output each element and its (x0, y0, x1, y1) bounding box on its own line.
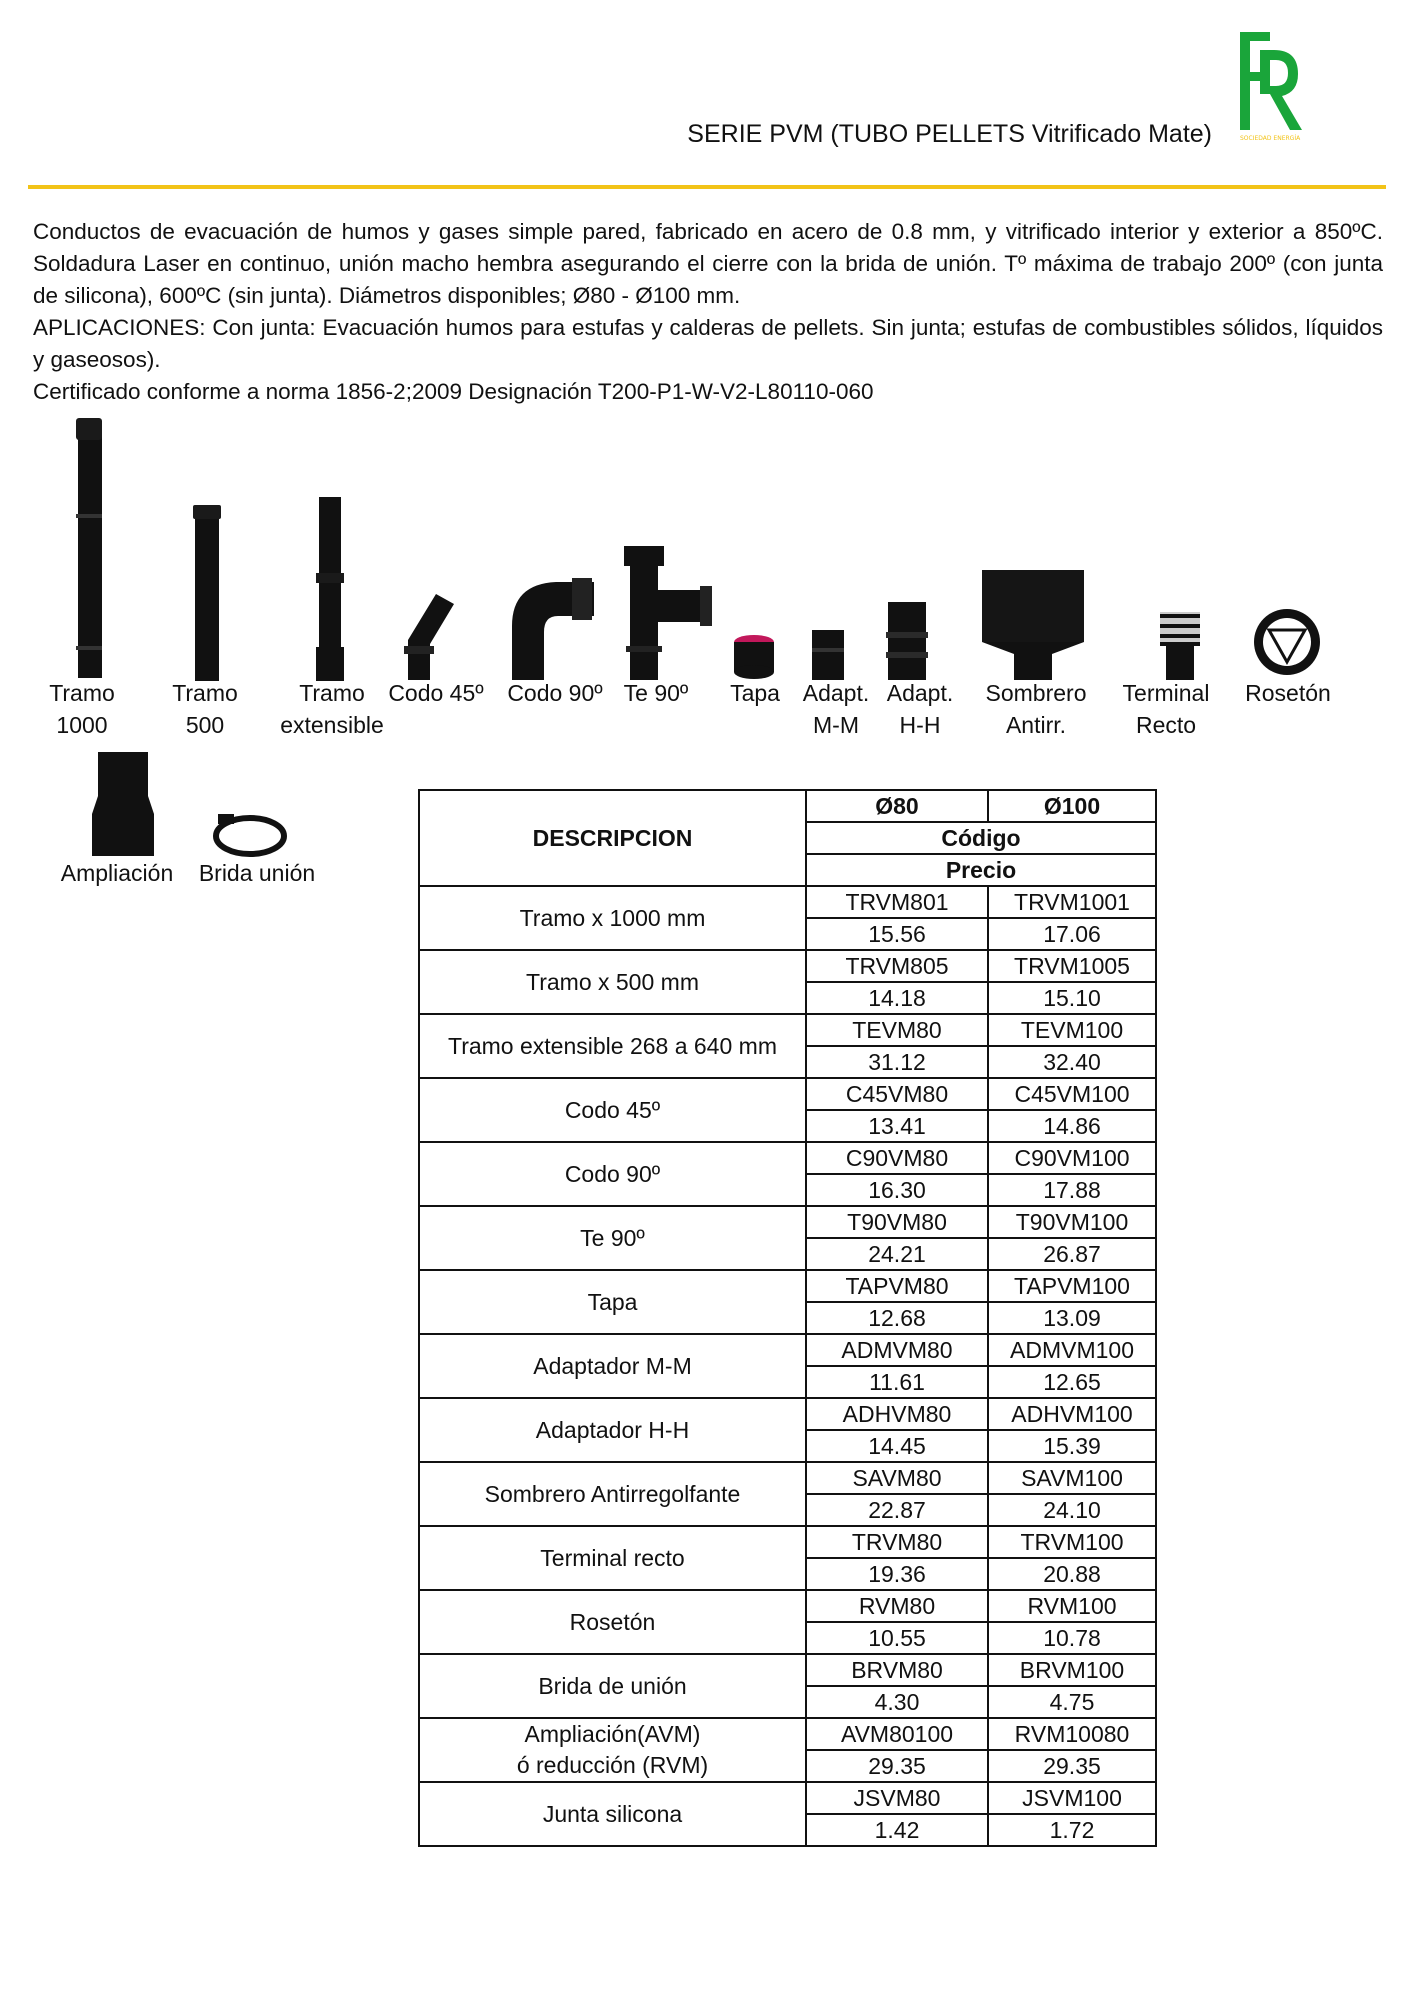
price-100-cell: 14.86 (988, 1110, 1156, 1142)
product-caption: Tramo 500 (172, 680, 238, 738)
code-80-cell: JSVM80 (806, 1782, 988, 1814)
price-80-cell: 10.55 (806, 1622, 988, 1654)
ampliacion-image (90, 752, 156, 856)
logo-text: SOCIEDAD ENERGÍA (1240, 135, 1301, 142)
roseton-image (1250, 606, 1324, 678)
code-100-cell: TEVM100 (988, 1014, 1156, 1046)
code-100-cell: TRVM1005 (988, 950, 1156, 982)
code-80-cell: C45VM80 (806, 1078, 988, 1110)
table-row (419, 950, 1156, 982)
page-title: SERIE PVM (TUBO PELLETS Vitrificado Mate) (687, 120, 1212, 148)
precio-header: Precio (806, 854, 1156, 886)
code-80-cell: SAVM80 (806, 1462, 988, 1494)
price-80-cell: 22.87 (806, 1494, 988, 1526)
header-divider (28, 185, 1386, 189)
intro-certification: Certificado conforme a norma 1856-2;2009 Designación T200-P1-W-V2-L80110-060 (33, 379, 874, 404)
price-80-cell: 19.36 (806, 1558, 988, 1590)
product-description: Codo 45º (419, 1078, 806, 1142)
price-100-cell: 24.10 (988, 1494, 1156, 1526)
price-100-cell: 12.65 (988, 1366, 1156, 1398)
table-row (419, 1590, 1156, 1622)
product-description: Tapa (419, 1270, 806, 1334)
code-100-cell: TAPVM100 (988, 1270, 1156, 1302)
brida-union-image (212, 810, 288, 858)
price-80-cell: 29.35 (806, 1750, 988, 1782)
product-description: Adaptador H-H (419, 1398, 806, 1462)
code-100-cell: C90VM100 (988, 1142, 1156, 1174)
table-header-row (419, 790, 1156, 822)
product-description: Tramo x 1000 mm (419, 886, 806, 950)
table-row (419, 1526, 1156, 1558)
product-caption: Ampliación (60, 860, 174, 886)
intro-description: Conductos de evacuación de humos y gases simple pared, fabricado en acero de 0.8 mm, y vitrificado interior y exterior a 850ºC. Soldadura Laser en continuo, unión macho hembra asegurando el cierre con la brida de unión. Tº máxima de trabajo 200º (con junta de silicona), 600ºC (sin junta). Diámetros disponibles; Ø80 - Ø100 mm. (33, 219, 1383, 308)
product-caption: Brida unión (198, 860, 316, 886)
product-description-line: ó reducción (RVM) (516, 1752, 709, 1778)
price-100-cell: 20.88 (988, 1558, 1156, 1590)
code-80-cell: TRVM805 (806, 950, 988, 982)
table-row (419, 1398, 1156, 1430)
codigo-header: Código (806, 822, 1156, 854)
price-80-cell: 31.12 (806, 1046, 988, 1078)
table-row (419, 1206, 1156, 1238)
adaptador-hh-image (886, 602, 928, 680)
product-caption: Adapt. H-H (886, 680, 954, 738)
price-100-cell: 15.39 (988, 1430, 1156, 1462)
price-100-cell: 17.88 (988, 1174, 1156, 1206)
code-80-cell: TRVM80 (806, 1526, 988, 1558)
table-row (419, 1142, 1156, 1174)
table-row (419, 886, 1156, 918)
product-description: Codo 90º (419, 1142, 806, 1206)
table-row (419, 1462, 1156, 1494)
product-caption: Terminal Recto (1122, 680, 1210, 738)
price-80-cell: 11.61 (806, 1366, 988, 1398)
tapa-image (730, 632, 778, 680)
tramo-500-image (189, 505, 225, 681)
code-80-cell: ADMVM80 (806, 1334, 988, 1366)
price-100-cell: 13.09 (988, 1302, 1156, 1334)
code-100-cell: RVM100 (988, 1590, 1156, 1622)
code-100-cell: SAVM100 (988, 1462, 1156, 1494)
company-logo (1238, 30, 1306, 142)
price-100-cell: 29.35 (988, 1750, 1156, 1782)
code-100-cell: C45VM100 (988, 1078, 1156, 1110)
product-description-line: Ampliación(AVM) (524, 1721, 701, 1747)
price-100-cell: 15.10 (988, 982, 1156, 1014)
price-100-cell: 1.72 (988, 1814, 1156, 1846)
product-description: Tramo extensible 268 a 640 mm (419, 1014, 806, 1078)
code-100-cell: JSVM100 (988, 1782, 1156, 1814)
table-row (419, 1014, 1156, 1046)
price-100-cell: 10.78 (988, 1622, 1156, 1654)
intro-text (33, 216, 1383, 408)
price-80-cell: 14.45 (806, 1430, 988, 1462)
price-table (418, 789, 1157, 1847)
price-80-cell: 13.41 (806, 1110, 988, 1142)
code-100-cell: TRVM100 (988, 1526, 1156, 1558)
product-description: Sombrero Antirregolfante (419, 1462, 806, 1526)
diameter-80-header: Ø80 (806, 790, 988, 822)
product-caption: Rosetón (1245, 680, 1331, 706)
product-description: Junta silicona (419, 1782, 806, 1846)
table-row (419, 1270, 1156, 1302)
te-90-image (620, 546, 714, 680)
code-80-cell: RVM80 (806, 1590, 988, 1622)
price-100-cell: 17.06 (988, 918, 1156, 950)
code-80-cell: C90VM80 (806, 1142, 988, 1174)
adaptador-mm-image (810, 630, 846, 680)
codo-90-image (506, 576, 594, 680)
table-row (419, 1334, 1156, 1366)
product-description (419, 1718, 806, 1782)
product-caption: Te 90º (623, 680, 689, 706)
table-row (419, 1718, 1156, 1750)
product-description: Brida de unión (419, 1654, 806, 1718)
description-header: DESCRIPCION (419, 790, 806, 886)
table-row (419, 1654, 1156, 1686)
code-80-cell: AVM80100 (806, 1718, 988, 1750)
product-description: Te 90º (419, 1206, 806, 1270)
product-caption: Tramo extensible (280, 680, 384, 738)
code-80-cell: TEVM80 (806, 1014, 988, 1046)
product-caption: Tramo 1000 (49, 680, 115, 738)
codo-45-image (400, 590, 458, 680)
price-80-cell: 4.30 (806, 1686, 988, 1718)
product-description: Tramo x 500 mm (419, 950, 806, 1014)
price-80-cell: 16.30 (806, 1174, 988, 1206)
price-80-cell: 24.21 (806, 1238, 988, 1270)
product-caption: Tapa (730, 680, 780, 706)
tramo-1000-image (66, 418, 112, 680)
price-80-cell: 1.42 (806, 1814, 988, 1846)
code-100-cell: ADHVM100 (988, 1398, 1156, 1430)
product-caption: Codo 45º (388, 680, 484, 706)
tramo-extensible-image (310, 497, 350, 681)
product-description: Adaptador M-M (419, 1334, 806, 1398)
product-description: Terminal recto (419, 1526, 806, 1590)
product-caption: Codo 90º (507, 680, 603, 706)
code-80-cell: BRVM80 (806, 1654, 988, 1686)
terminal-recto-image (1158, 612, 1202, 680)
table-row (419, 1078, 1156, 1110)
price-table-body (419, 790, 1156, 1846)
code-100-cell: RVM10080 (988, 1718, 1156, 1750)
code-100-cell: TRVM1001 (988, 886, 1156, 918)
price-80-cell: 15.56 (806, 918, 988, 950)
table-row (419, 1782, 1156, 1814)
code-100-cell: T90VM100 (988, 1206, 1156, 1238)
price-80-cell: 12.68 (806, 1302, 988, 1334)
product-caption: Adapt. M-M (802, 680, 870, 738)
price-80-cell: 14.18 (806, 982, 988, 1014)
intro-applications: APLICACIONES: Con junta: Evacuación humos para estufas y calderas de pellets. Sin junta; estufas de combustibles sólidos, líquidos y gaseosos). (33, 315, 1383, 372)
code-80-cell: ADHVM80 (806, 1398, 988, 1430)
price-100-cell: 4.75 (988, 1686, 1156, 1718)
diameter-100-header: Ø100 (988, 790, 1156, 822)
sombrero-image (980, 570, 1086, 680)
code-80-cell: T90VM80 (806, 1206, 988, 1238)
price-100-cell: 26.87 (988, 1238, 1156, 1270)
price-100-cell: 32.40 (988, 1046, 1156, 1078)
code-80-cell: TAPVM80 (806, 1270, 988, 1302)
code-100-cell: ADMVM100 (988, 1334, 1156, 1366)
code-100-cell: BRVM100 (988, 1654, 1156, 1686)
product-caption: Sombrero Antirr. (985, 680, 1087, 738)
code-80-cell: TRVM801 (806, 886, 988, 918)
product-description: Rosetón (419, 1590, 806, 1654)
